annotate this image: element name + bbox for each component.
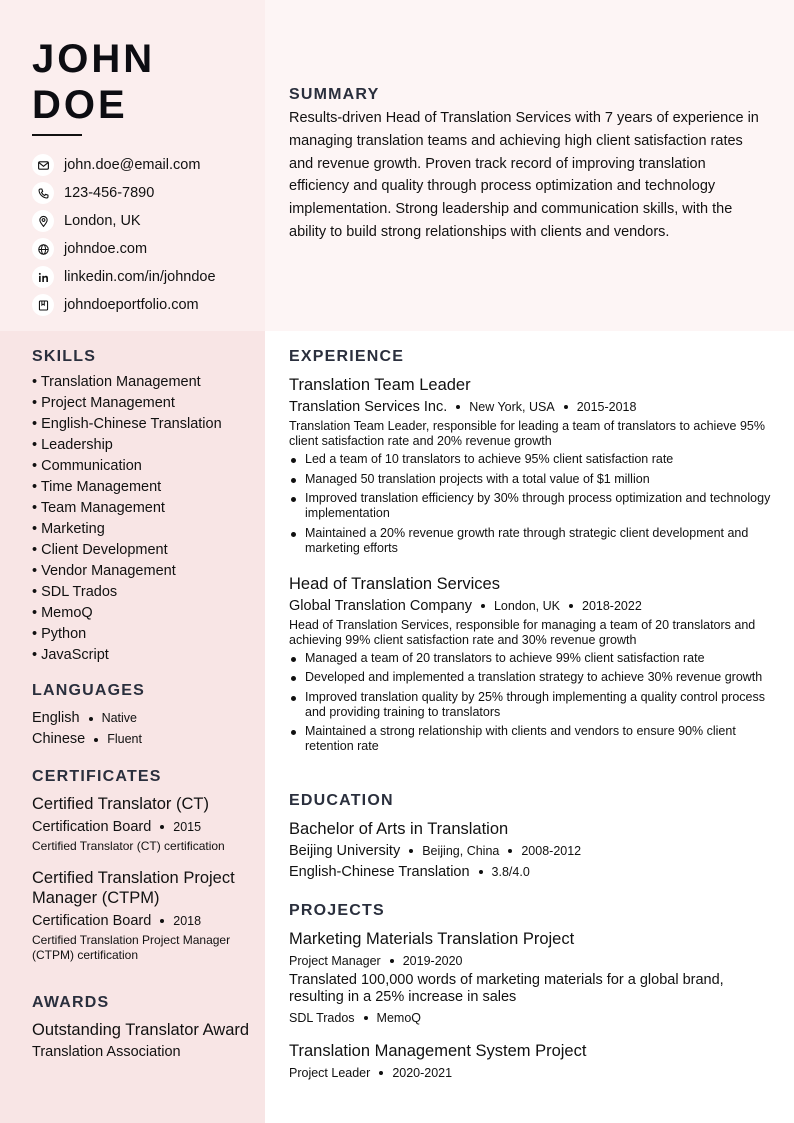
separator-dot	[160, 825, 164, 829]
skill-item: • Team Management	[32, 500, 165, 516]
separator-dot	[409, 849, 413, 853]
separator-dot	[508, 849, 512, 853]
job-title: Translation Team Leader	[289, 376, 471, 394]
contact-location-text: London, UK	[64, 213, 141, 229]
job-location: London, UK	[493, 598, 560, 613]
summary-text: Results-driven Head of Translation Services with 7 years of experience in managing translation teams and achieving high client satisfaction rates and revenue growth. Proven track record of improving translation efficiency and quality through process optimization and technology implementation. Strong leadership and communication skills, with the ability to build strong relationships with clients and vendors.	[289, 110, 759, 240]
job-dates: 2015-2018	[576, 400, 637, 414]
skill-item: • Vendor Management	[32, 563, 176, 579]
separator-dot	[564, 405, 568, 409]
project-dates: 2020-2021	[392, 1066, 453, 1080]
project-tool: MemoQ	[376, 1011, 421, 1025]
contact-email-text: john.doe@email.com	[64, 157, 201, 173]
education-location: Beijing, China	[422, 844, 500, 858]
project-role: Project Manager	[289, 954, 381, 968]
contact-list	[32, 151, 262, 319]
job-company: Global Translation Company	[289, 597, 472, 614]
contact-portfolio[interactable]	[32, 291, 262, 319]
job-bullet: Maintained a 20% revenue growth rate through strategic client development and marketing efforts	[289, 526, 774, 556]
certificates-section	[32, 768, 257, 963]
project-entry	[289, 929, 774, 1027]
certificate-title: Certified Translation Project Manager (CTPM)	[32, 869, 235, 907]
languages-section	[32, 682, 257, 750]
education-dates: 2008-2012	[521, 844, 582, 858]
awards-title: AWARDS	[32, 994, 110, 1011]
education-meta	[289, 842, 774, 860]
candidate-name	[32, 36, 155, 128]
separator-dot	[364, 1016, 368, 1020]
project-role: Project Leader	[289, 1066, 371, 1080]
job-company: Translation Services Inc.	[289, 399, 448, 415]
skill-item: • Translation Management	[32, 374, 201, 390]
award-title: Outstanding Translator Award	[32, 1021, 250, 1039]
job-bullet: Led a team of 10 translators to achieve 95% client satisfaction rate	[289, 452, 774, 467]
skill-item: • Python	[32, 626, 87, 642]
portfolio-icon	[32, 294, 54, 316]
summary-title: SUMMARY	[289, 86, 380, 103]
certificate-issuer: Certification Board	[32, 913, 152, 929]
certificate-meta	[32, 818, 257, 836]
contact-linkedin-text: linkedin.com/in/johndoe	[64, 269, 216, 285]
contact-website[interactable]	[32, 235, 262, 263]
certificate-year: 2018	[173, 914, 202, 928]
skill-item: • MemoQ	[32, 605, 93, 621]
job-entry	[289, 375, 774, 556]
job-description: Head of Translation Services, responsible for managing a team of 20 translators and achieving 99% client satisfaction rate and 30% revenue growth	[289, 617, 756, 647]
contact-website-text: johndoe.com	[64, 241, 148, 257]
skills-section	[32, 348, 257, 666]
education-degree: Bachelor of Arts in Translation	[289, 820, 509, 838]
certificate-item	[32, 794, 257, 854]
project-meta	[289, 952, 774, 970]
education-school: Beijing University	[289, 843, 401, 859]
contact-phone[interactable]	[32, 179, 262, 207]
skill-item: • Time Management	[32, 479, 162, 495]
separator-dot	[456, 405, 460, 409]
experience-title: EXPERIENCE	[289, 348, 405, 365]
contact-linkedin[interactable]	[32, 263, 262, 291]
project-dates: 2019-2020	[402, 954, 463, 968]
project-meta	[289, 1064, 774, 1082]
certificate-meta	[32, 912, 257, 930]
project-entry	[289, 1041, 774, 1082]
separator-dot	[89, 717, 93, 721]
skill-item: • Communication	[32, 458, 142, 474]
job-bullet: Improved translation efficiency by 30% through process optimization and technology implementation	[289, 491, 774, 521]
project-title: Translation Management System Project	[289, 1042, 587, 1060]
certificate-item	[32, 868, 257, 963]
language-item	[32, 729, 257, 750]
name-divider	[32, 134, 82, 136]
job-bullet: Developed and implemented a translation strategy to achieve 30% revenue growth	[289, 670, 774, 685]
project-tool: SDL Trados	[289, 1011, 355, 1025]
skills-title: SKILLS	[32, 348, 97, 365]
contact-portfolio-text: johndoeportfolio.com	[64, 297, 199, 313]
job-bullets	[289, 651, 774, 755]
separator-dot	[160, 919, 164, 923]
certificate-description: Certified Translation Project Manager (CTPM) certification	[32, 933, 231, 962]
education-title: EDUCATION	[289, 792, 394, 809]
email-icon	[32, 154, 54, 176]
job-bullet: Maintained a strong relationship with clients and vendors to ensure 90% client retention rate	[289, 724, 774, 754]
education-major-row	[289, 863, 774, 881]
projects-section	[289, 902, 774, 1082]
experience-section	[289, 348, 774, 759]
globe-icon	[32, 238, 54, 260]
separator-dot	[94, 738, 98, 742]
certificate-title: Certified Translator (CT)	[32, 795, 209, 813]
job-bullets	[289, 452, 774, 556]
job-bullet: Improved translation quality by 25% through implementing a quality control process and providing training to translators	[289, 690, 774, 720]
job-description: Translation Team Leader, responsible for leading a team of translators to achieve 95% client satisfaction rate and 20% revenue growth	[289, 419, 765, 448]
certificate-year: 2015	[173, 820, 202, 834]
separator-dot	[479, 870, 483, 874]
skills-list	[32, 372, 257, 666]
projects-title: PROJECTS	[289, 902, 385, 919]
job-bullet: Managed 50 translation projects with a total value of $1 million	[289, 472, 774, 487]
education-gpa: 3.8/4.0	[491, 865, 530, 879]
separator-dot	[569, 604, 573, 608]
job-meta	[289, 398, 774, 416]
contact-phone-text: 123-456-7890	[64, 185, 155, 201]
language-level: Fluent	[107, 732, 142, 746]
language-name: Chinese	[32, 731, 86, 747]
job-meta	[289, 597, 774, 615]
skill-item: • SDL Trados	[32, 584, 118, 600]
education-major: English-Chinese Translation	[289, 864, 470, 880]
language-item	[32, 708, 257, 729]
language-name: English	[32, 710, 80, 726]
skill-item: • JavaScript	[32, 647, 109, 663]
certificate-issuer: Certification Board	[32, 819, 152, 835]
contact-location	[32, 207, 262, 235]
location-icon	[32, 210, 54, 232]
skill-item: • Client Development	[32, 542, 168, 558]
project-description: Translated 100,000 words of marketing materials for a global brand, resulting in a 25% increase in sales	[289, 972, 724, 1005]
skill-item: • Leadership	[32, 437, 113, 453]
separator-dot	[390, 959, 394, 963]
award-organization: Translation Association	[32, 1044, 181, 1060]
project-title: Marketing Materials Translation Project	[289, 930, 575, 948]
language-level: Native	[101, 711, 137, 725]
separator-dot	[481, 604, 485, 608]
education-section	[289, 792, 774, 881]
name-last: DOE	[32, 83, 128, 127]
languages-title: LANGUAGES	[32, 682, 146, 699]
job-title: Head of Translation Services	[289, 574, 500, 593]
name-first: JOHN	[32, 37, 156, 81]
job-location: New York, USA	[469, 400, 555, 414]
phone-icon	[32, 182, 54, 204]
job-bullet: Managed a team of 20 translators to achieve 99% client satisfaction rate	[289, 651, 774, 666]
skill-item: • English-Chinese Translation	[32, 416, 222, 432]
job-dates: 2018-2022	[582, 598, 642, 613]
summary-section	[289, 86, 769, 244]
job-entry	[289, 574, 774, 755]
project-tools	[289, 1009, 774, 1027]
linkedin-icon	[32, 266, 54, 288]
skill-item: • Marketing	[32, 521, 105, 537]
contact-email[interactable]	[32, 151, 262, 179]
awards-section	[32, 994, 257, 1060]
certificate-description: Certified Translator (CT) certification	[32, 839, 225, 853]
skill-item: • Project Management	[32, 395, 175, 411]
certificates-title: CERTIFICATES	[32, 768, 162, 785]
separator-dot	[379, 1071, 383, 1075]
